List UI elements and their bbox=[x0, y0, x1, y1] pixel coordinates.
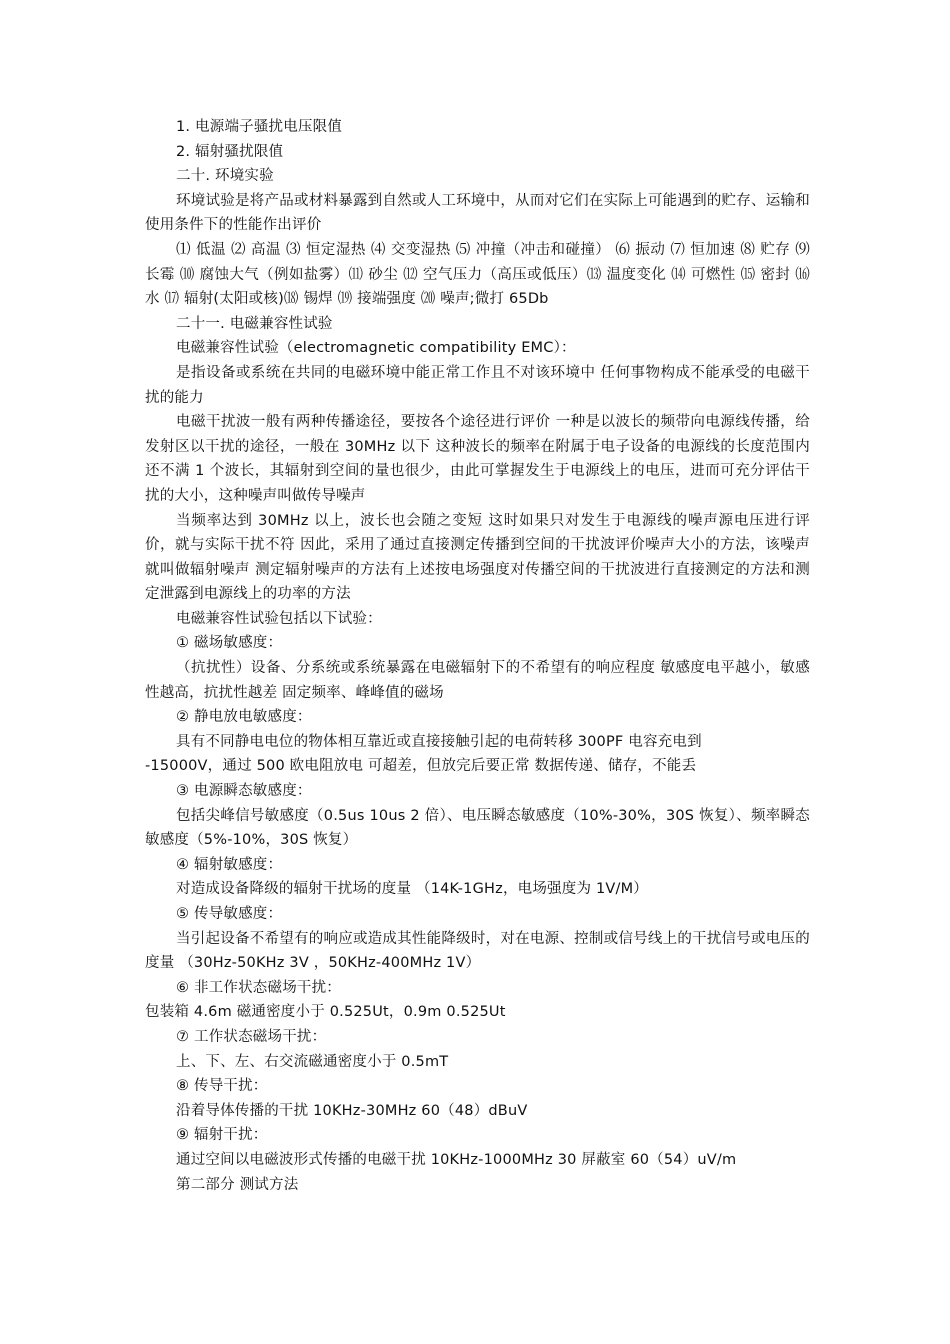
item-body-6: 包装箱 4.6m 磁通密度小于 0.525Ut，0.9m 0.525Ut bbox=[145, 1004, 506, 1021]
item-heading-2: ② 静电放电敏感度： bbox=[176, 709, 312, 726]
document-body bbox=[145, 115, 810, 1197]
item-body-5: 当引起设备不希望有的响应或造成其性能降级时，对在电源、控制或信号线上的干扰信号或电压的度量 （30Hz-50KHz 3V ，50KHz-400MHz 1V） bbox=[145, 930, 810, 972]
item-heading-4: ④ 辐射敏感度： bbox=[176, 856, 283, 873]
item-heading-7: ⑦ 工作状态磁场干扰： bbox=[176, 1028, 327, 1045]
item-heading-8: ⑧ 传导干扰： bbox=[176, 1078, 268, 1095]
section-heading-21: 二十一. 电磁兼容性试验 bbox=[176, 315, 333, 332]
item-body-9: 通过空间以电磁波形式传播的电磁干扰 10KHz-1000MHz 30 屏蔽室 60（54）uV/m bbox=[176, 1151, 737, 1168]
paragraph-conducted-noise: 电磁干扰波一般有两种传播途径，要按各个途径进行评价 一种是以波长的频带向电源线传播，给发射区以干扰的途径，一般在 30MHz 以下 这种波长的频率在附属于电子设备的电源线的长度范围内还不满 1 个波长，其辐射到空间的量也很少，由此可掌握发生于电源线上的电压，进而可充分评估干扰的大小，这种噪声叫做传导噪声 bbox=[145, 414, 810, 504]
paragraph-radiated-noise: 当频率达到 30MHz 以上，波长也会随之变短 这时如果只对发生于电源线的噪声源电压进行评价，就与实际干扰不符 因此，采用了通过直接测定传播到空间的干扰波评价噪声大小的方法，该噪声就叫做辐射噪声 测定辐射噪声的方法有上述按电场强度对传播空间的干扰波进行直接测定的方法和测定泄露到电源线上的功率的方法 bbox=[145, 512, 810, 603]
item-heading-3: ③ 电源瞬态敏感度： bbox=[176, 783, 312, 800]
item-body-4: 对造成设备降级的辐射干扰场的度量 （14K-1GHz，电场强度为 1V/M） bbox=[176, 881, 649, 898]
paragraph-emc-includes: 电磁兼容性试验包括以下试验： bbox=[176, 610, 382, 627]
item-heading-6: ⑥ 非工作状态磁场干扰： bbox=[176, 979, 342, 996]
item-body-2b: -15000V，通过 500 欧电阻放电 可超差，但放完后要正常 数据传递、储存，不能丢 bbox=[145, 758, 697, 775]
paragraph-emc-title: 电磁兼容性试验（electromagnetic compatibility EMC）： bbox=[176, 340, 576, 357]
item-heading-5: ⑤ 传导敏感度： bbox=[176, 906, 283, 922]
paragraph-emc-definition: 是指设备或系统在共同的电磁环境中能正常工作且不对该环境中 任何事物构成不能承受的电磁干扰的能力 bbox=[145, 364, 810, 406]
paragraph-env-test-definition: 环境试验是将产品或材料暴露到自然或人工环境中，从而对它们在实际上可能遇到的贮存、运输和使用条件下的性能作出评价 bbox=[145, 192, 810, 234]
item-body-1: （抗扰性）设备、分系统或系统暴露在电磁辐射下的不希望有的响应程度 敏感度电平越小，敏感性越高，抗扰性越差 固定频率、峰峰值的磁场 bbox=[145, 660, 810, 701]
item-body-8: 沿着导体传播的干扰 10KHz-30MHz 60（48）dBuV bbox=[176, 1102, 528, 1119]
list-item-1: 1. 电源端子骚扰电压限值 bbox=[176, 119, 343, 135]
section-heading-20: 二十. 环境实验 bbox=[176, 168, 274, 185]
item-body-2a: 具有不同静电电位的物体相互靠近或直接接触引起的电荷转移 300PF 电容充电到 bbox=[176, 733, 702, 750]
item-body-3: 包括尖峰信号敏感度（0.5us 10us 2 倍）、电压瞬态敏感度（10%-30%，30S 恢复）、频率瞬态敏感度（5%-10%，30S 恢复） bbox=[145, 807, 810, 849]
item-body-7: 上、下、左、右交流磁通密度小于 0.5mT bbox=[176, 1053, 449, 1070]
item-heading-1: ① 磁场敏感度： bbox=[176, 635, 283, 652]
paragraph-env-test-items: ⑴ 低温 ⑵ 高温 ⑶ 恒定湿热 ⑷ 交变湿热 ⑸ 冲撞（冲击和碰撞） ⑹ 振动 ⑺ 恒加速 ⑻ 贮存 ⑼ 长霉 ⑽ 腐蚀大气（例如盐雾）⑾ 砂尘 ⑿ 空气压力（高压或低压）⒀ 温度变化 ⒁ 可燃性 ⒂ 密封 ⒃ 水 ⒄ 辐射(太阳或核)⒅ 锡焊 ⒆ 接端强度 ⒇ 噪声;微打 65Db bbox=[145, 241, 810, 308]
item-heading-9: ⑨ 辐射干扰： bbox=[176, 1127, 268, 1144]
part-two-heading: 第二部分 测试方法 bbox=[176, 1176, 299, 1193]
list-item-2: 2. 辐射骚扰限值 bbox=[176, 143, 284, 160]
